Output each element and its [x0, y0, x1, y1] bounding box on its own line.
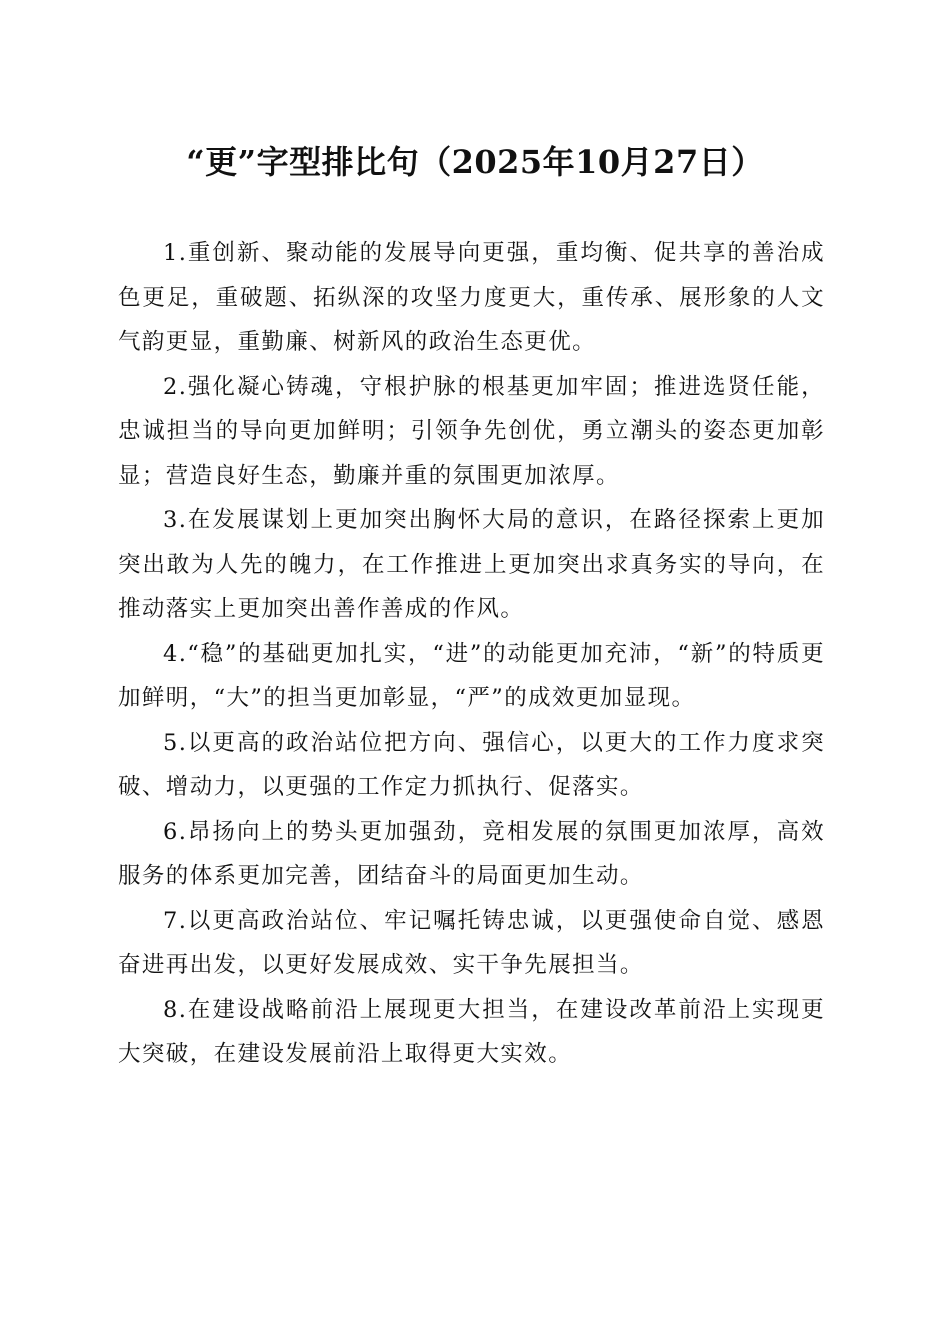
- document-body: [118, 231, 825, 1077]
- document-title: “更”字型排比句（2025年10月27日）: [186, 143, 764, 181]
- paragraph-1: 1.重创新、聚动能的发展导向更强，重均衡、促共享的善治成色更足，重破题、拓纵深的攻坚力度更大，重传承、展形象的人文气韵更显，重勤廉、树新风的政治生态更优。: [118, 240, 825, 355]
- paragraph-7: 7.以更高政治站位、牢记嘱托铸忠诚，以更强使命自觉、感恩奋进再出发，以更好发展成效、实干争先展担当。: [118, 907, 825, 978]
- paragraph-2: 2.强化凝心铸魂，守根护脉的根基更加牢固；推进选贤任能，忠诚担当的导向更加鲜明；引领争先创优，勇立潮头的姿态更加彰显；营造良好生态，勤廉并重的氛围更加浓厚。: [118, 373, 825, 489]
- paragraph-6: 6.昂扬向上的势头更加强劲，竞相发展的氛围更加浓厚，高效服务的体系更加完善，团结奋斗的局面更加生动。: [118, 818, 825, 889]
- paragraph-5: 5.以更高的政治站位把方向、强信心，以更大的工作力度求突破、增动力，以更强的工作定力抓执行、促落实。: [118, 729, 825, 800]
- paragraph-4: 4.“稳”的基础更加扎实，“进”的动能更加充沛，“新”的特质更加鲜明，“大”的担当更加彰显，“严”的成效更加显现。: [118, 640, 825, 711]
- paragraph-3: 3.在发展谋划上更加突出胸怀大局的意识，在路径探索上更加突出敢为人先的魄力，在工作推进上更加突出求真务实的导向，在推动落实上更加突出善作善成的作风。: [118, 507, 825, 622]
- paragraph-8: 8.在建设战略前沿上展现更大担当，在建设改革前沿上实现更大突破，在建设发展前沿上取得更大实效。: [118, 996, 825, 1067]
